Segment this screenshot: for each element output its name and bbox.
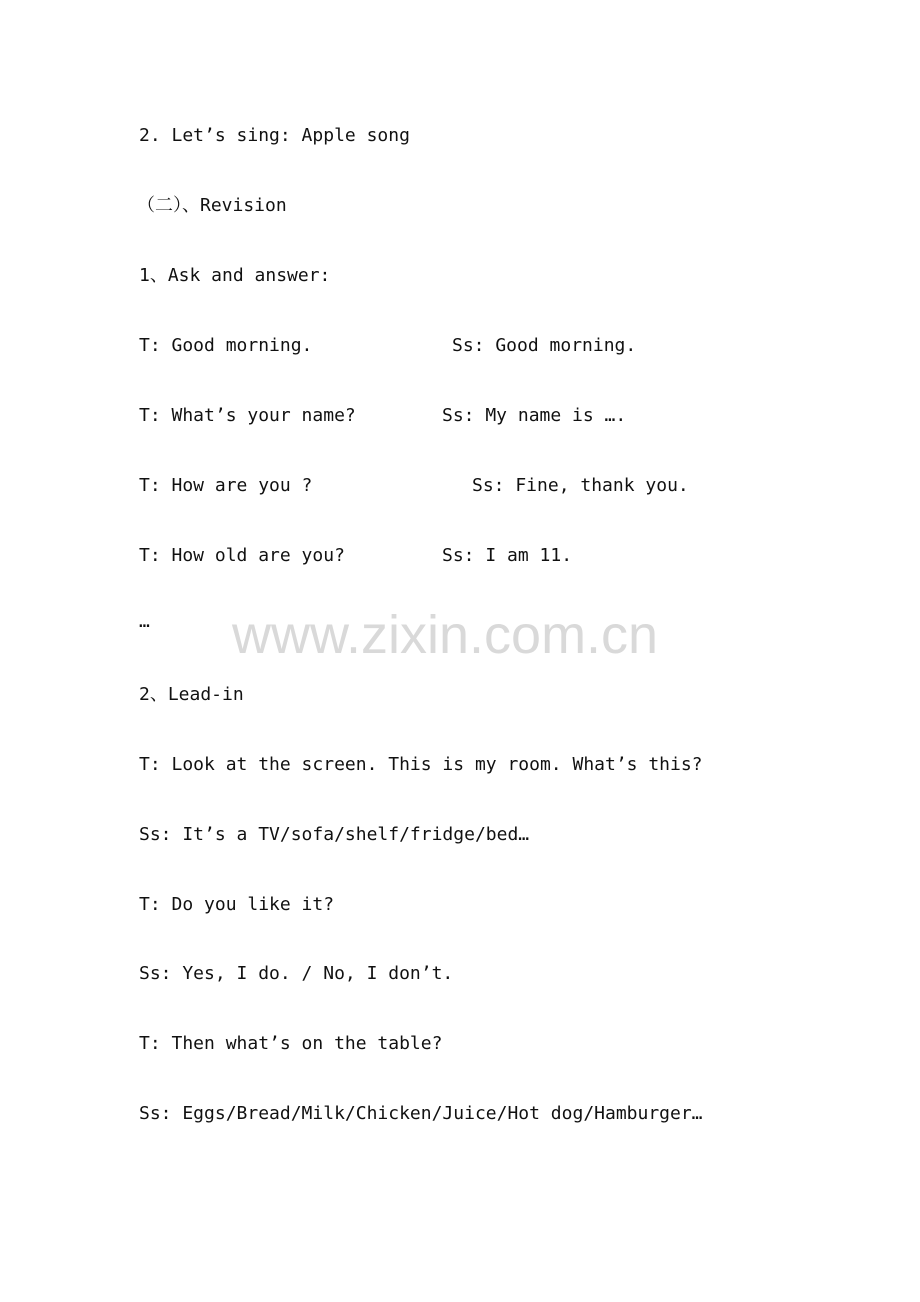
watermark: www.zixin.com.cn: [232, 605, 659, 665]
dialog-teacher-3: T: How are you ?: [139, 475, 313, 496]
song-line: 2. Let’s sing: Apple song: [139, 125, 410, 146]
lead-line-2: Ss: It’s a TV/sofa/shelf/fridge/bed…: [139, 824, 530, 845]
ellipsis-line: …: [139, 611, 150, 632]
lead-line-5: T: Then what’s on the table?: [139, 1033, 443, 1054]
dialog-teacher-4: T: How old are you?: [139, 545, 345, 566]
dialog-student-4: Ss: I am 11.: [442, 545, 573, 566]
dialog-student-2: Ss: My name is ….: [442, 405, 627, 426]
lead-line-3: T: Do you like it?: [139, 894, 335, 915]
dialog-student-1: Ss: Good morning.: [452, 335, 637, 356]
lead-line-6: Ss: Eggs/Bread/Milk/Chicken/Juice/Hot dog/Hamburger…: [139, 1103, 703, 1124]
dialog-student-3: Ss: Fine, thank you.: [472, 475, 689, 496]
section-heading-revision: （二）、Revision: [137, 195, 287, 216]
dialog-teacher-2: T: What’s your name?: [139, 405, 356, 426]
dialog-teacher-1: T: Good morning.: [139, 335, 313, 356]
lead-line-1: T: Look at the screen. This is my room. What’s this?: [139, 754, 703, 775]
ask-and-answer-heading: 1、Ask and answer:: [139, 265, 331, 286]
lead-in-heading: 2、Lead-in: [139, 684, 244, 705]
lead-line-4: Ss: Yes, I do. / No, I don’t.: [139, 963, 454, 984]
